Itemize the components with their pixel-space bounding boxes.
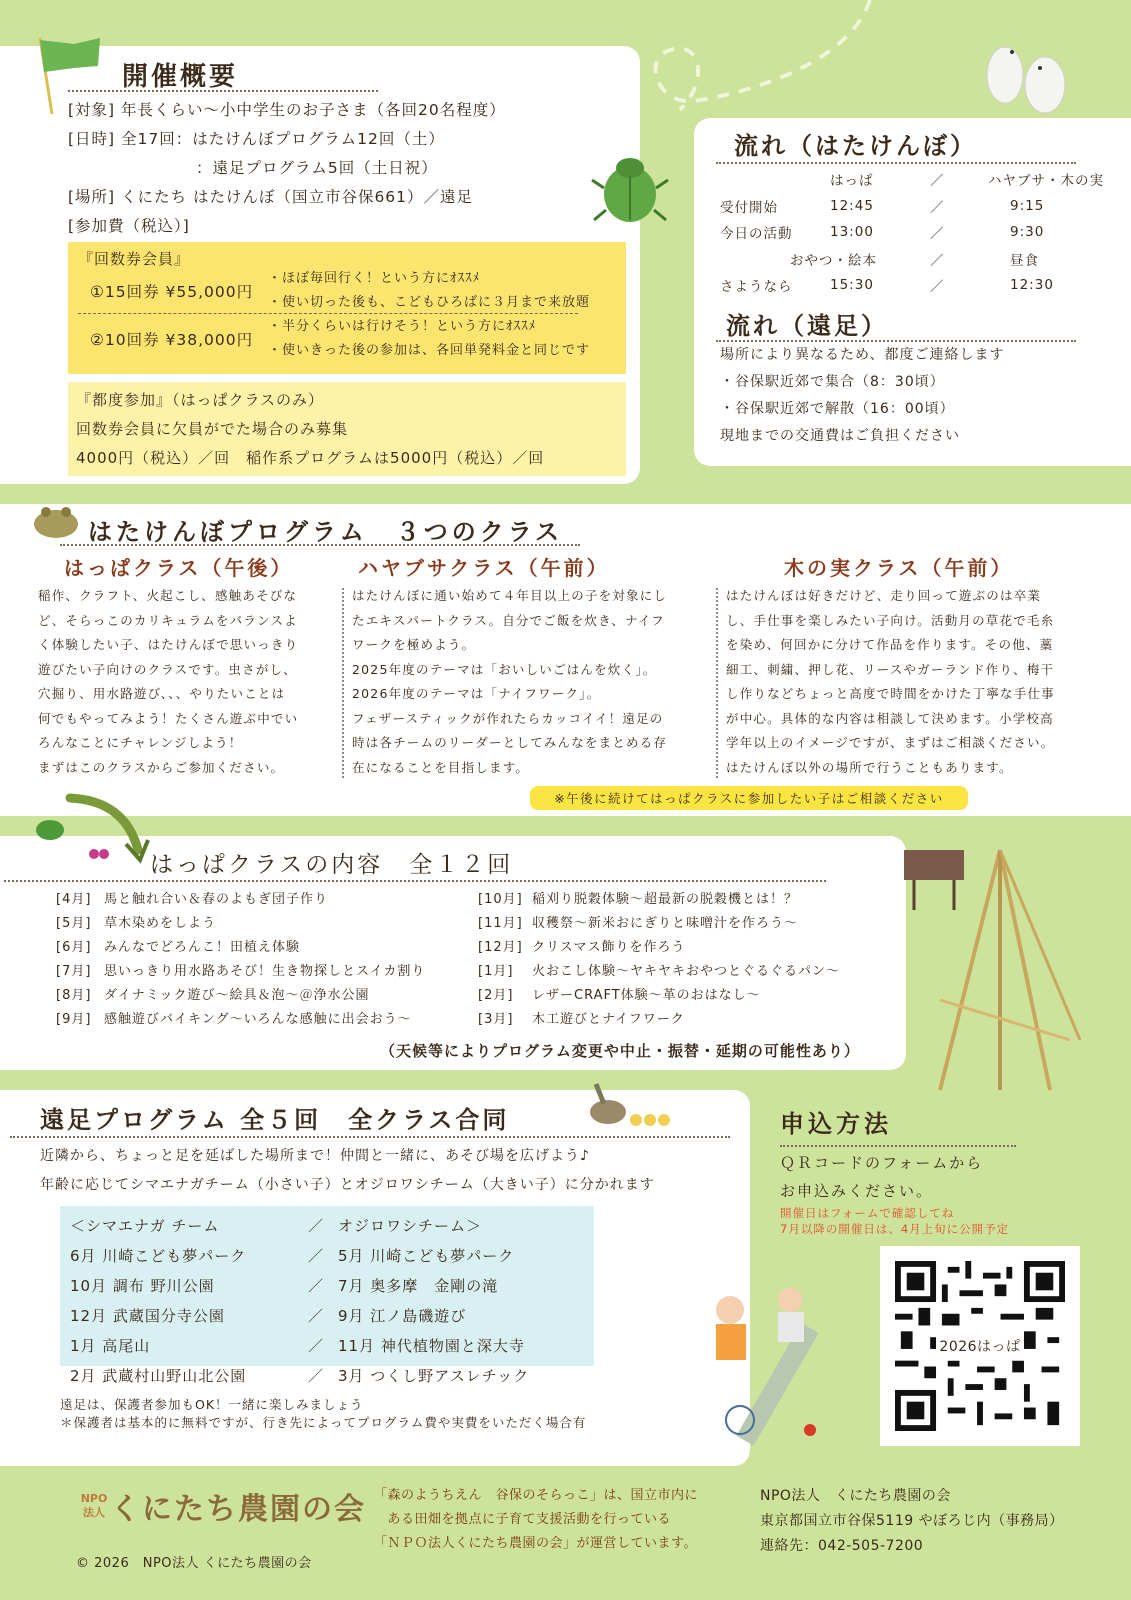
- contact-info: [760, 1484, 1064, 1559]
- drop-in-price: 4000円（税込）／回 稲作系プログラムは5000円（税込）／回: [76, 449, 545, 467]
- fee-line: [参加費（税込）]: [68, 217, 190, 235]
- class-description: はたけんぼは好きだけど、走り回って遊ぶのは卒業 し、手仕事を楽しみたい子向け。活動月の草花で毛糸 を染め、何回かに分けて作品を作ります。その他、藁 細工、刺繍、押し花、リースやガーランド作り、梅干 し作りなどちょっと高度で時間をかけた丁寧な手仕事 が中心。具体的な内容は相談して決めます。小学校高 学年以上のイメージですが、まずはご相談ください。 はたけんぼ以外の場所で行うこともあります。: [726, 588, 1055, 775]
- flow-row: 今日の活動 13:00 ／ 9:30: [720, 224, 1045, 243]
- apply-section: [780, 1104, 1016, 1237]
- team-row: 1月 高尾山 ／ 11月 神代植物園と深大寺: [70, 1336, 525, 1355]
- contact-address: 東京都国立市谷保5119 やぼろじ内（事務局）: [760, 1513, 1064, 1529]
- flow-row: さようなら 15:30 ／ 12:30: [720, 277, 1054, 296]
- team-row: 6月 川崎こども夢パーク ／ 5月 川崎こども夢パーク: [70, 1246, 515, 1265]
- class-hayabusa: [352, 552, 712, 780]
- class-konomi: [726, 552, 1116, 780]
- list-item: [5月] 草木染めをしよう: [56, 916, 217, 931]
- classes-title: はたけんぼプログラム ３つのクラス: [88, 518, 564, 546]
- ticket-note: ・使いきった後の参加は、各回単発料金と同じです: [268, 343, 591, 358]
- ticket-label: 『回数券会員』: [78, 250, 191, 268]
- ensoku-title: 遠足プログラム 全５回 全クラス合同: [40, 1106, 510, 1134]
- class-happa: [38, 552, 336, 780]
- ticket-price: ①15回券 ¥55,000円: [90, 283, 254, 301]
- date-line: [日時] 全17回：はたけんぼプログラム12回（土）: [68, 130, 445, 148]
- flow-ensoku-title: 流れ（遠足）: [726, 312, 888, 340]
- class-name: ハヤブサクラス（午前）: [358, 556, 610, 580]
- dashed-path-decoration: [640, 0, 880, 120]
- flow-hatakenbo-title: 流れ（はたけんぼ）: [734, 132, 977, 160]
- contact-phone: 連絡先：042-505-7200: [760, 1538, 924, 1554]
- ticket-price: ②10回券 ¥38,000円: [90, 331, 254, 349]
- list-item: [7月] 思いっきり用水路あそび！生き物探しとスイカ割り: [56, 964, 426, 979]
- month-list-right: [478, 888, 840, 1032]
- happa-content-section: [0, 836, 906, 1070]
- ensoku-footnote: 遠足は、保護者参加もOK！一緒に楽しみましょう ＊保護者は基本的に無料ですが、行き先によってプログラム費や実費をいただく場合有: [60, 1397, 587, 1430]
- list-item: [8月] ダイナミック遊び〜絵具＆泡〜＠浄水公園: [56, 988, 370, 1003]
- list-item: [4月] 馬と触れ合い＆春のよもぎ団子作り: [56, 892, 329, 907]
- overview-card: [0, 46, 640, 484]
- organization-about: 「森のようちえん 谷保のそらっこ」は、国立市内に ある田畑を拠点に子育て支援活動を行っている 「ＮＰＯ法人くにたち農園の会」が運営しています。: [374, 1488, 699, 1551]
- children-playing-illustration: [680, 1280, 860, 1460]
- apply-note: 開催日はフォームで確認してね 7月以降の開催日は、4月上旬に公開予定: [780, 1206, 1010, 1236]
- divider: [780, 1145, 1016, 1147]
- target-line: [対象] 年長くらい〜小中学生のお子さま（各回20名程度）: [68, 101, 506, 119]
- frog-icon: [30, 498, 82, 542]
- overview-title: 開催概要: [122, 62, 239, 92]
- qr-label: 2026はっぱ: [937, 1336, 1022, 1356]
- column-divider: [342, 588, 344, 778]
- radish-arrow-illustration: [30, 790, 150, 870]
- place-line: [場所] くにたち はたけんぼ（国立市谷保661）／遠足: [68, 188, 474, 206]
- apply-instructions: ＱＲコードのフォームから お申込みください。: [780, 1154, 984, 1200]
- ticket-note: ・使い切った後も、こどもひろばに３月まで来放題: [268, 295, 591, 310]
- ticket-note: ・ほぼ毎回行く！という方にｵｽｽﾒ: [268, 271, 481, 286]
- column-divider: [716, 588, 718, 778]
- team-row: 12月 武蔵国分寺公園 ／ 9月 江ノ島磯遊び: [70, 1306, 467, 1325]
- ticket-membership-box: [68, 242, 626, 374]
- team-row: 10月 調布 野川公園 ／ 7月 奥多摩 金剛の滝: [70, 1276, 499, 1295]
- list-item: [3月] 木工遊びとナイフワーク: [478, 1012, 685, 1027]
- weather-note: （天候等によりプログラム変更や中止・振替・延期の可能性あり）: [380, 1042, 860, 1060]
- flow-row: おやつ・絵本 ／ 昼食: [790, 252, 1039, 269]
- class-description: 稲作、クラフト、火起こし、感触あそびな ど、そらっこのカリキュラムをバランスよ く体験したい子、はたけんぼで思いっきり 遊びたい子向けのクラスです。虫さがし、 穴掘り、用水路遊び、、、やりたいことは 何でもやってみよう！たくさん遊ぶ中でい ろんなことにチャレンジしよう！ まずはこのクラスからご参加ください。: [38, 588, 299, 775]
- logo-npo-label: NPO法人: [80, 1492, 108, 1519]
- afternoon-note: ※午後に続けてはっぱクラスに参加したい子はご相談ください: [530, 786, 968, 810]
- divider: [10, 1136, 730, 1138]
- class-description: はたけんぼに通い始めて４年目以上の子を対象にし たエキスパートクラス。自分でご飯を炊き、ナイフ ワークを極めよう。 2025年度のテーマは「おいしいごはんを炊く」。 2026年度のテーマは「ナイフワーク」。 フェザースティックが作れたらカッコイイ！遠足の 時は各チームのリーダーとしてみんなをまとめる存 在になることを目指します。: [352, 588, 668, 775]
- month-list-left: [56, 888, 425, 1032]
- drop-in-box: [68, 382, 626, 476]
- ensoku-intro: 近隣から、ちょっと足を延ばした場所まで！仲間と一緒に、あそび場を広げよう♪ 年齢に応じてシマエナガチーム（小さい子）とオジロワシチーム（大きい子）に分かれます: [40, 1148, 655, 1193]
- class-name: 木の実クラス（午前）: [784, 556, 1014, 580]
- classes-section: [0, 504, 1131, 816]
- list-item: [1月] 火おこし体験〜ヤキヤキおやつとぐるぐるパン〜: [478, 964, 841, 979]
- divider: [4, 880, 826, 882]
- apply-title: 申込方法: [780, 1110, 892, 1138]
- flow-schedule-table: [720, 166, 1120, 299]
- team-schedule-box: [60, 1206, 594, 1385]
- qr-code[interactable]: [880, 1246, 1080, 1446]
- drop-in-title: 『都度参加』（はっぱクラスのみ）: [76, 391, 325, 409]
- happa-title: はっぱクラスの内容 全１２回: [150, 852, 514, 878]
- list-item: [9月] 感触遊びバイキング〜いろんな感触に出会おう〜: [56, 1012, 412, 1027]
- team-row: 2月 武蔵村山野山北公園 ／ 3月 つくし野アスレチック: [70, 1366, 530, 1385]
- ensoku-section: [0, 1090, 750, 1466]
- white-birds-illustration: [970, 30, 1080, 120]
- divider: [60, 544, 580, 546]
- divider: [68, 90, 378, 92]
- divider: [716, 162, 1076, 164]
- logo-name: くにたち農園の会: [110, 1492, 366, 1527]
- overview-details: [68, 96, 506, 241]
- duck-family-illustration: [580, 1076, 680, 1136]
- copyright: © 2026 NPO法人 くにたち農園の会: [76, 1556, 312, 1571]
- beetle-illustration: [590, 150, 670, 230]
- contact-org: NPO法人 くにたち農園の会: [760, 1488, 951, 1504]
- flow-card: [694, 118, 1131, 466]
- flow-row: 受付開始 12:45 ／ 9:15: [720, 197, 1045, 216]
- flow-ensoku-details: 場所により異なるため、都度ご連絡します ・谷保駅近郊で集合（8：30頃） ・谷保駅近郊で解散（16：00頃） 現地までの交通費はご負担ください: [720, 347, 1005, 444]
- list-item: [6月] みんなでどろんこ！田植え体験: [56, 940, 301, 955]
- list-item: [12月] クリスマス飾りを作ろう: [478, 940, 686, 955]
- flow-row: はっぱ ／ ハヤブサ・木の実: [830, 173, 1104, 190]
- list-item: [2月] レザーCRAFT体験〜革のおはなし〜: [478, 988, 761, 1003]
- ticket-10: [78, 314, 616, 364]
- ticket-note: ・半分くらいは行けそう！という方にｵｽｽﾒ: [268, 319, 537, 334]
- organization-logo: [78, 1484, 366, 1528]
- bamboo-teepee-illustration: [900, 840, 1100, 1100]
- list-item: [11月] 収穫祭〜新米おにぎりと味噌汁を作ろう〜: [478, 916, 799, 931]
- date-line-2: ：遠足プログラム5回（土日祝）: [196, 159, 438, 177]
- ticket-15: [78, 269, 616, 313]
- class-name: はっぱクラス（午後）: [64, 556, 294, 580]
- drop-in-condition: 回数券会員に欠員がでた場合のみ募集: [76, 420, 349, 438]
- list-item: [10月] 稲刈り脱穀体験〜超最新の脱穀機とは！？: [478, 892, 799, 907]
- team-header: ＜シマエナガ チーム ／ オジロワシチーム＞: [70, 1216, 483, 1235]
